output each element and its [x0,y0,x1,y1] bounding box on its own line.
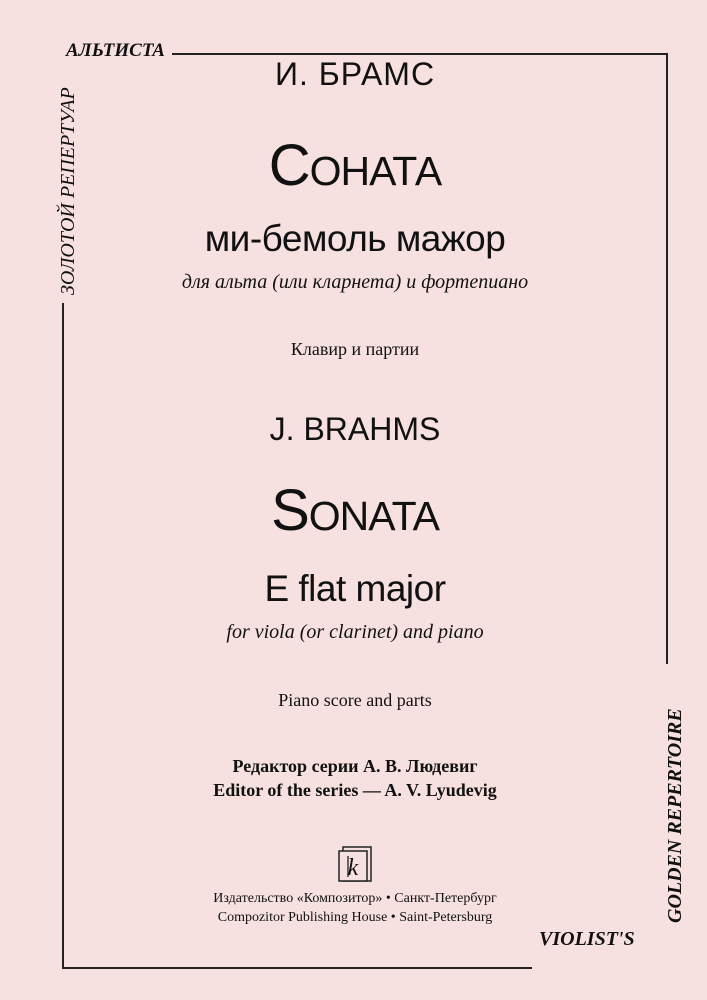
editor-ru: Редактор серии А. В. Людевиг [232,756,478,776]
score-type-en: Piano score and parts [278,690,432,710]
svg-text:k: k [347,855,359,881]
instrumentation-en: for viola (or clarinet) and piano [226,621,484,643]
series-label-en: VIOLIST'S [539,928,635,950]
title-en: Sonata [271,478,439,543]
frame-top-line [172,53,667,55]
series-label-ru: АЛЬТИСТА [66,40,165,61]
kompozitor-logo-icon [336,844,374,884]
key-ru: ми-бемоль мажор [204,218,506,259]
series-title-en-vertical: GOLDEN REPERTOIRE [664,708,686,923]
editor-en: Editor of the series — A. V. Lyudevig [213,780,497,800]
frame-bottom-line [62,967,532,969]
instrumentation-ru: для альта (или кларнета) и фортепиано [181,271,529,293]
frame-right-line [666,53,668,664]
key-en: E flat major [264,568,446,609]
series-title-ru-vertical: ЗОЛОТОЙ РЕПЕРТУАР [57,87,79,295]
title-ru: Соната [268,133,442,198]
publisher-en: Compozitor Publishing House • Saint-Petersburg [217,910,493,925]
publisher-ru: Издательство «Композитор» • Санкт-Петербург [213,891,497,906]
composer-en: J. BRAHMS [269,411,441,447]
composer-ru: И. БРАМС [274,56,436,92]
frame-left-line [62,303,64,968]
score-type-ru: Клавир и партии [290,339,420,359]
